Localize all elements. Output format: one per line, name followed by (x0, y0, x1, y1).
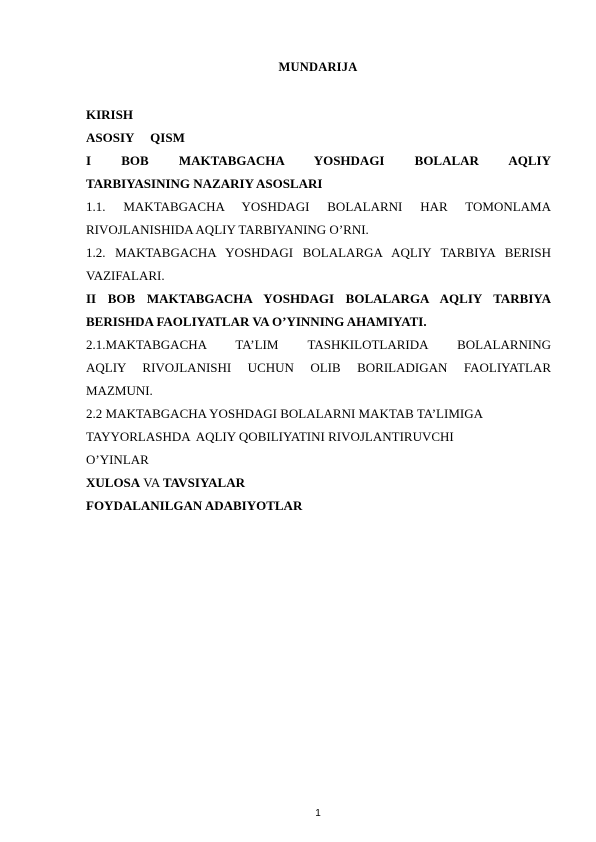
toc-entry-section-2-2-cont: TAYYORLASHDA AQLIY QOBILIYATINI RIVOJLANTIRUVCHI (86, 429, 454, 444)
toc-entry-section-1-1: 1.1. MAKTABGACHA YOSHDAGI BOLALARNI HAR TOMONLAMA (86, 199, 551, 214)
toc-entry-section-2-1: 2.1.MAKTABGACHA TA’LIM TASHKILOTLARIDA BOLALARNING (86, 337, 551, 352)
toc-entry-references: FOYDALANILGAN ADABIYOTLAR (86, 498, 303, 513)
toc-entry-section-2-1-cont: AQLIY RIVOJLANISHI UCHUN OLIB BORILADIGAN FAOLIYATLAR (86, 360, 551, 375)
table-of-contents (86, 103, 551, 517)
conclusion-label-2: VA (140, 475, 163, 490)
toc-entry-section-1-1-cont: RIVOJLANISHIDA AQLIY TARBIYANING O’RNI. (86, 222, 369, 237)
toc-entry-section-2-2: 2.2 MAKTABGACHA YOSHDAGI BOLALARNI MAKTAB TA’LIMIGA (86, 406, 483, 421)
toc-entry-main-part: ASOSIY QISM (86, 130, 185, 145)
conclusion-label-3: TAVSIYALAR (162, 475, 245, 490)
page-number: 1 (315, 808, 321, 819)
toc-entry-conclusion (86, 471, 551, 494)
conclusion-label-1: XULOSA (86, 475, 141, 490)
toc-entry-section-1-2: 1.2. MAKTABGACHA YOSHDAGI BOLALARGA AQLIY TARBIYA BERISH (86, 245, 551, 260)
toc-entry-chapter-1-cont: TARBIYASINING NAZARIY ASOSLARI (86, 176, 323, 191)
toc-entry-section-2-2-end: O’YINLAR (86, 452, 149, 467)
toc-entry-chapter-1: I BOB MAKTABGACHA YOSHDAGI BOLALAR AQLIY (86, 153, 551, 168)
page-title: MUNDARIJA (278, 60, 358, 74)
toc-entry-chapter-2: II BOB MAKTABGACHA YOSHDAGI BOLALARGA AQLIY TARBIYA (86, 291, 551, 306)
toc-entry-section-2-1-end: MAZMUNI. (86, 383, 153, 398)
toc-entry-chapter-2-cont: BERISHDA FAOLIYATLAR VA O’YINNING AHAMIYATI. (86, 314, 427, 329)
toc-entry-kirish: KIRISH (86, 107, 133, 122)
toc-entry-section-1-2-cont: VAZIFALARI. (86, 268, 165, 283)
